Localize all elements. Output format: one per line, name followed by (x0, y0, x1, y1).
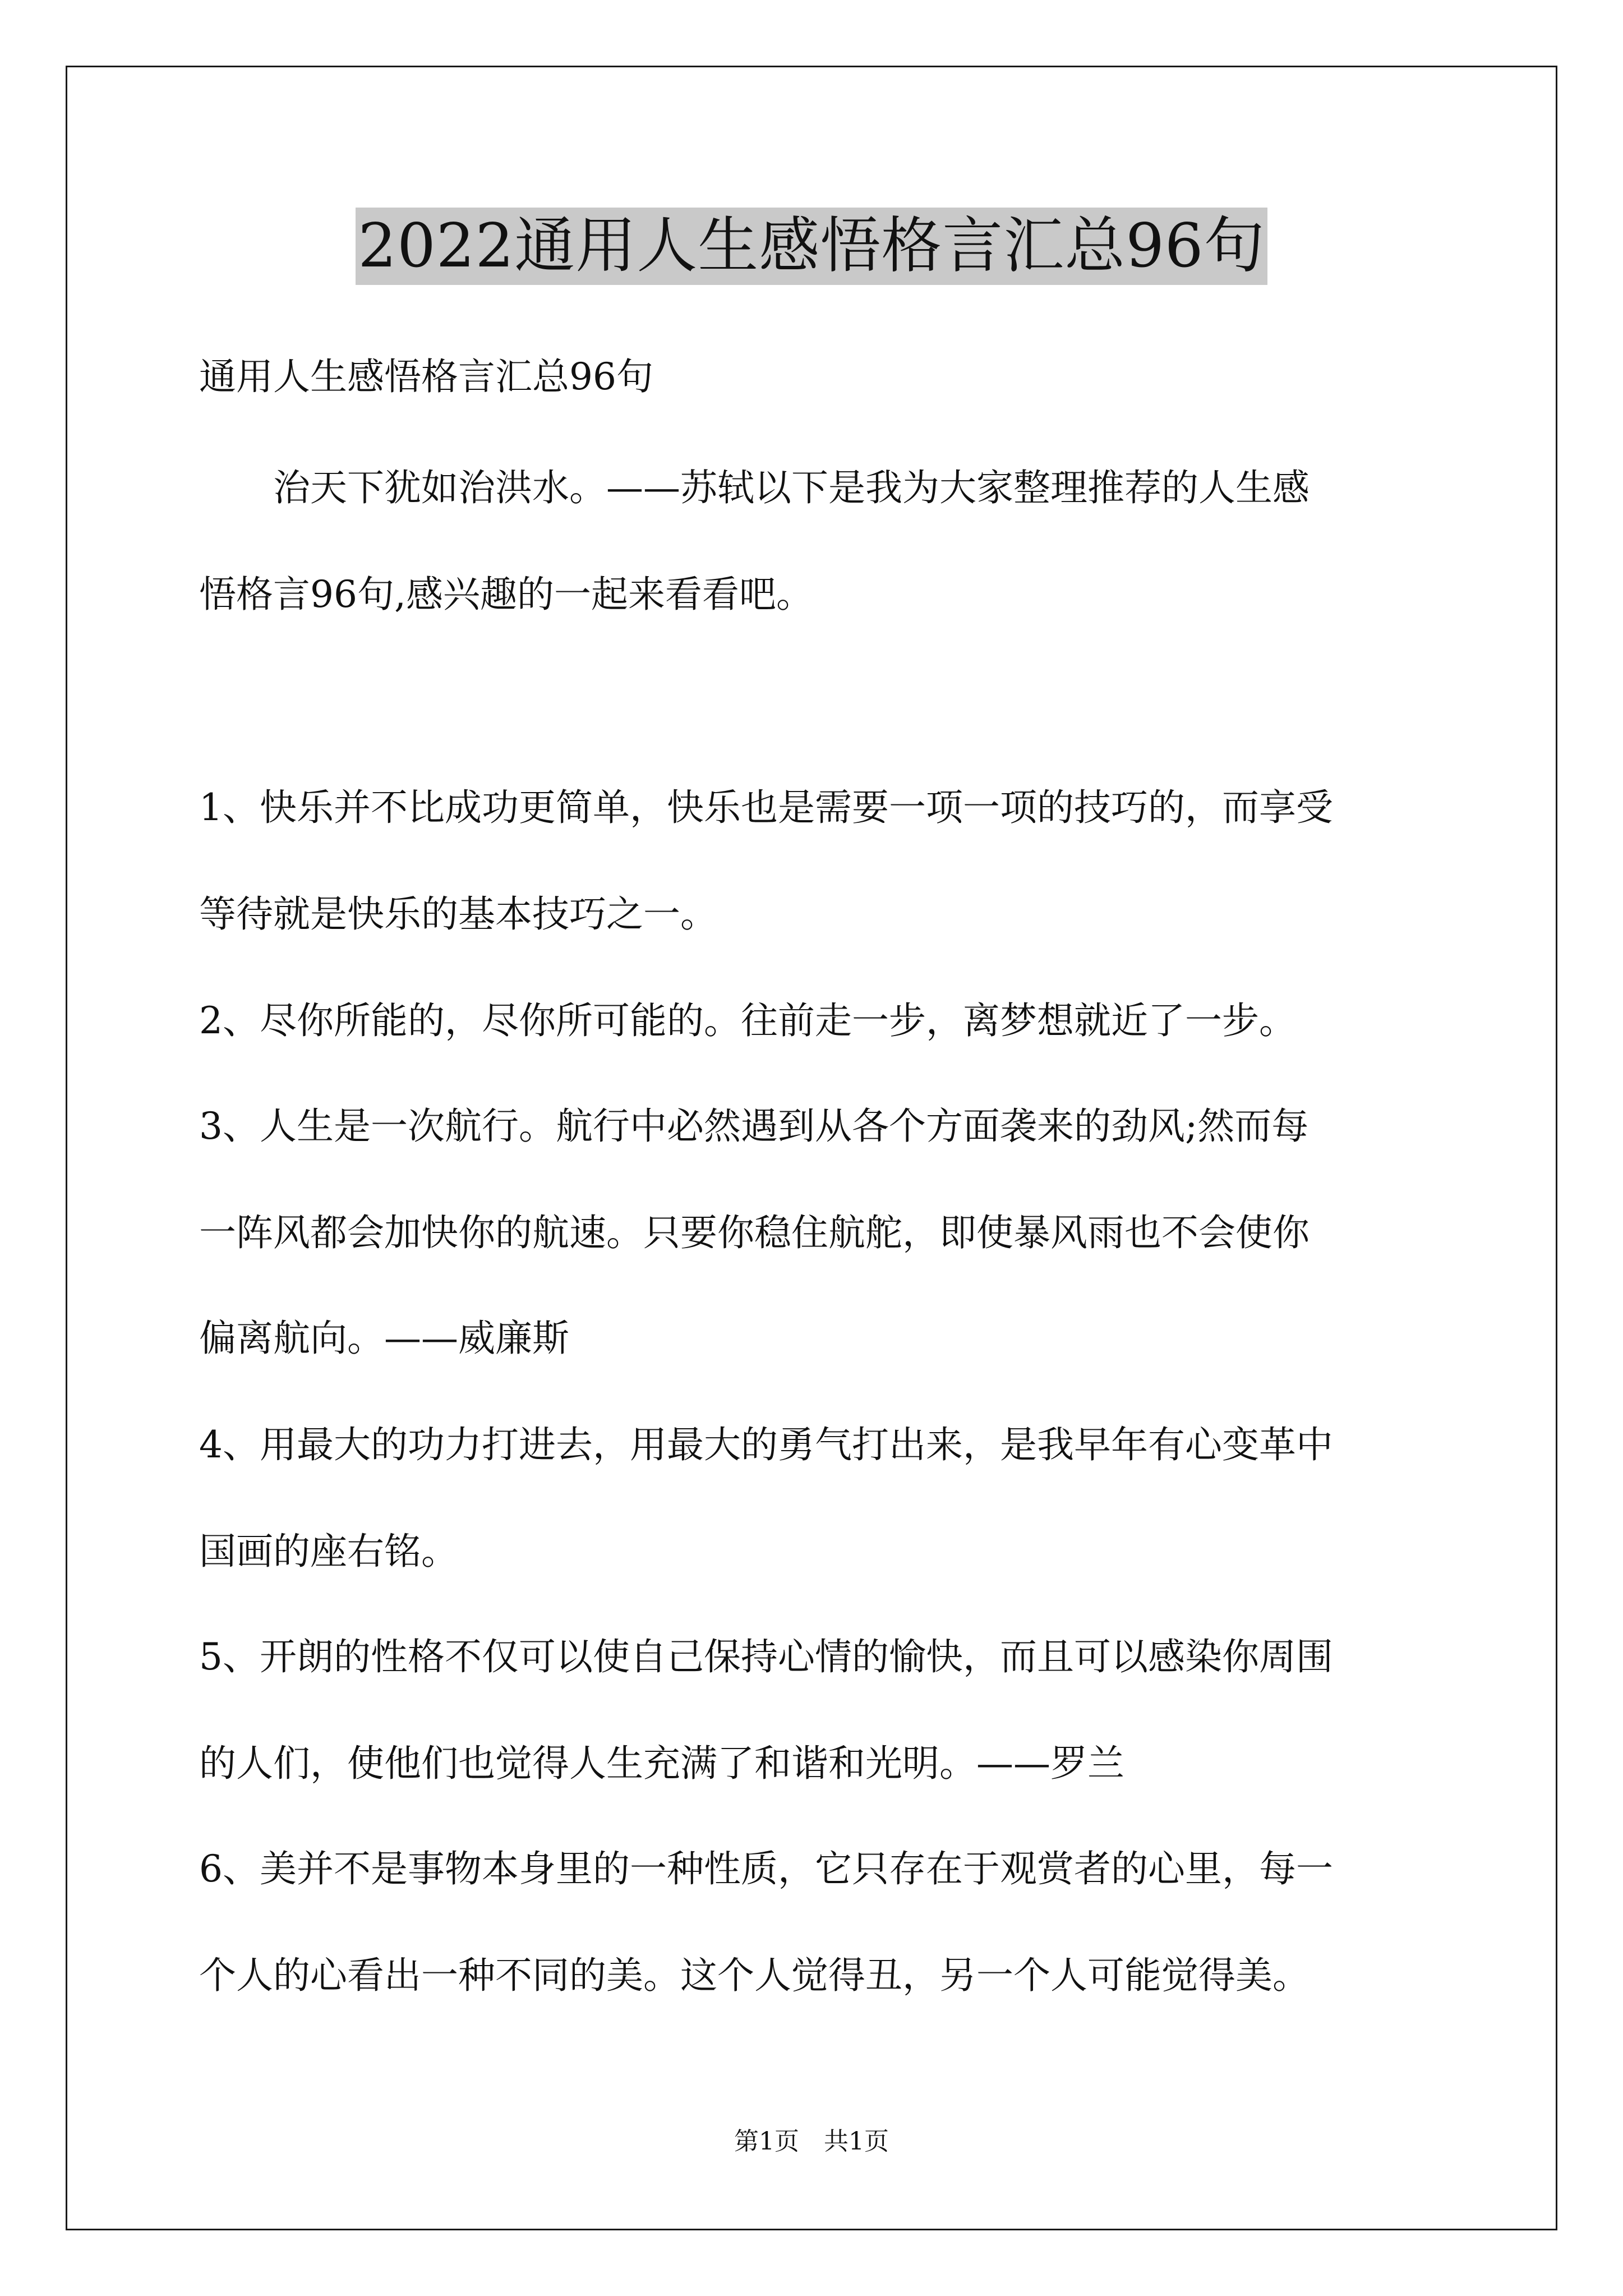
quote-5-line-1: 5、开朗的性格不仅可以使自己保持心情的愉快，而且可以感染你周围 (199, 1635, 1333, 1678)
page-footer: 第1页 共1页 (734, 2127, 889, 2156)
title-container (0, 208, 1623, 285)
quote-3-line-2: 一阵风都会加快你的航速。只要你稳住航舵，即使暴风雨也不会使你 (199, 1211, 1310, 1254)
quote-3-line-3: 偏离航向。——威廉斯 (199, 1317, 569, 1360)
quote-1-line-1: 1、快乐并不比成功更简单，快乐也是需要一项一项的技巧的，而享受 (199, 786, 1333, 829)
quote-5-line-2: 的人们，使他们也觉得人生充满了和谐和光明。——罗兰 (199, 1742, 1124, 1785)
subtitle-line: 通用人生感悟格言汇总96句 (199, 355, 653, 398)
quote-1-line-2: 等待就是快乐的基本技巧之一。 (199, 892, 717, 936)
quote-4-line-1: 4、用最大的功力打进去，用最大的勇气打出来，是我早年有心变革中 (199, 1423, 1333, 1466)
quote-6-line-1: 6、美并不是事物本身里的一种性质，它只存在于观赏者的心里，每一 (199, 1847, 1333, 1890)
intro-line-1: 治天下犹如治洪水。——苏轼以下是我为大家整理推荐的人生感 (199, 466, 1310, 509)
quote-2-line-1: 2、尽你所能的，尽你所可能的。往前走一步，离梦想就近了一步。 (199, 999, 1296, 1042)
quote-6-line-2: 个人的心看出一种不同的美。这个人觉得丑，另一个人可能觉得美。 (199, 1954, 1310, 1997)
quote-3-line-1: 3、人生是一次航行。航行中必然遇到从各个方面袭来的劲风;然而每 (199, 1105, 1309, 1148)
quote-4-line-2: 国画的座右铭。 (199, 1530, 458, 1573)
document-title: 2022通用人生感悟格言汇总96句 (356, 208, 1267, 285)
intro-line-2: 悟格言96句,感兴趣的一起来看看吧。 (199, 573, 813, 616)
